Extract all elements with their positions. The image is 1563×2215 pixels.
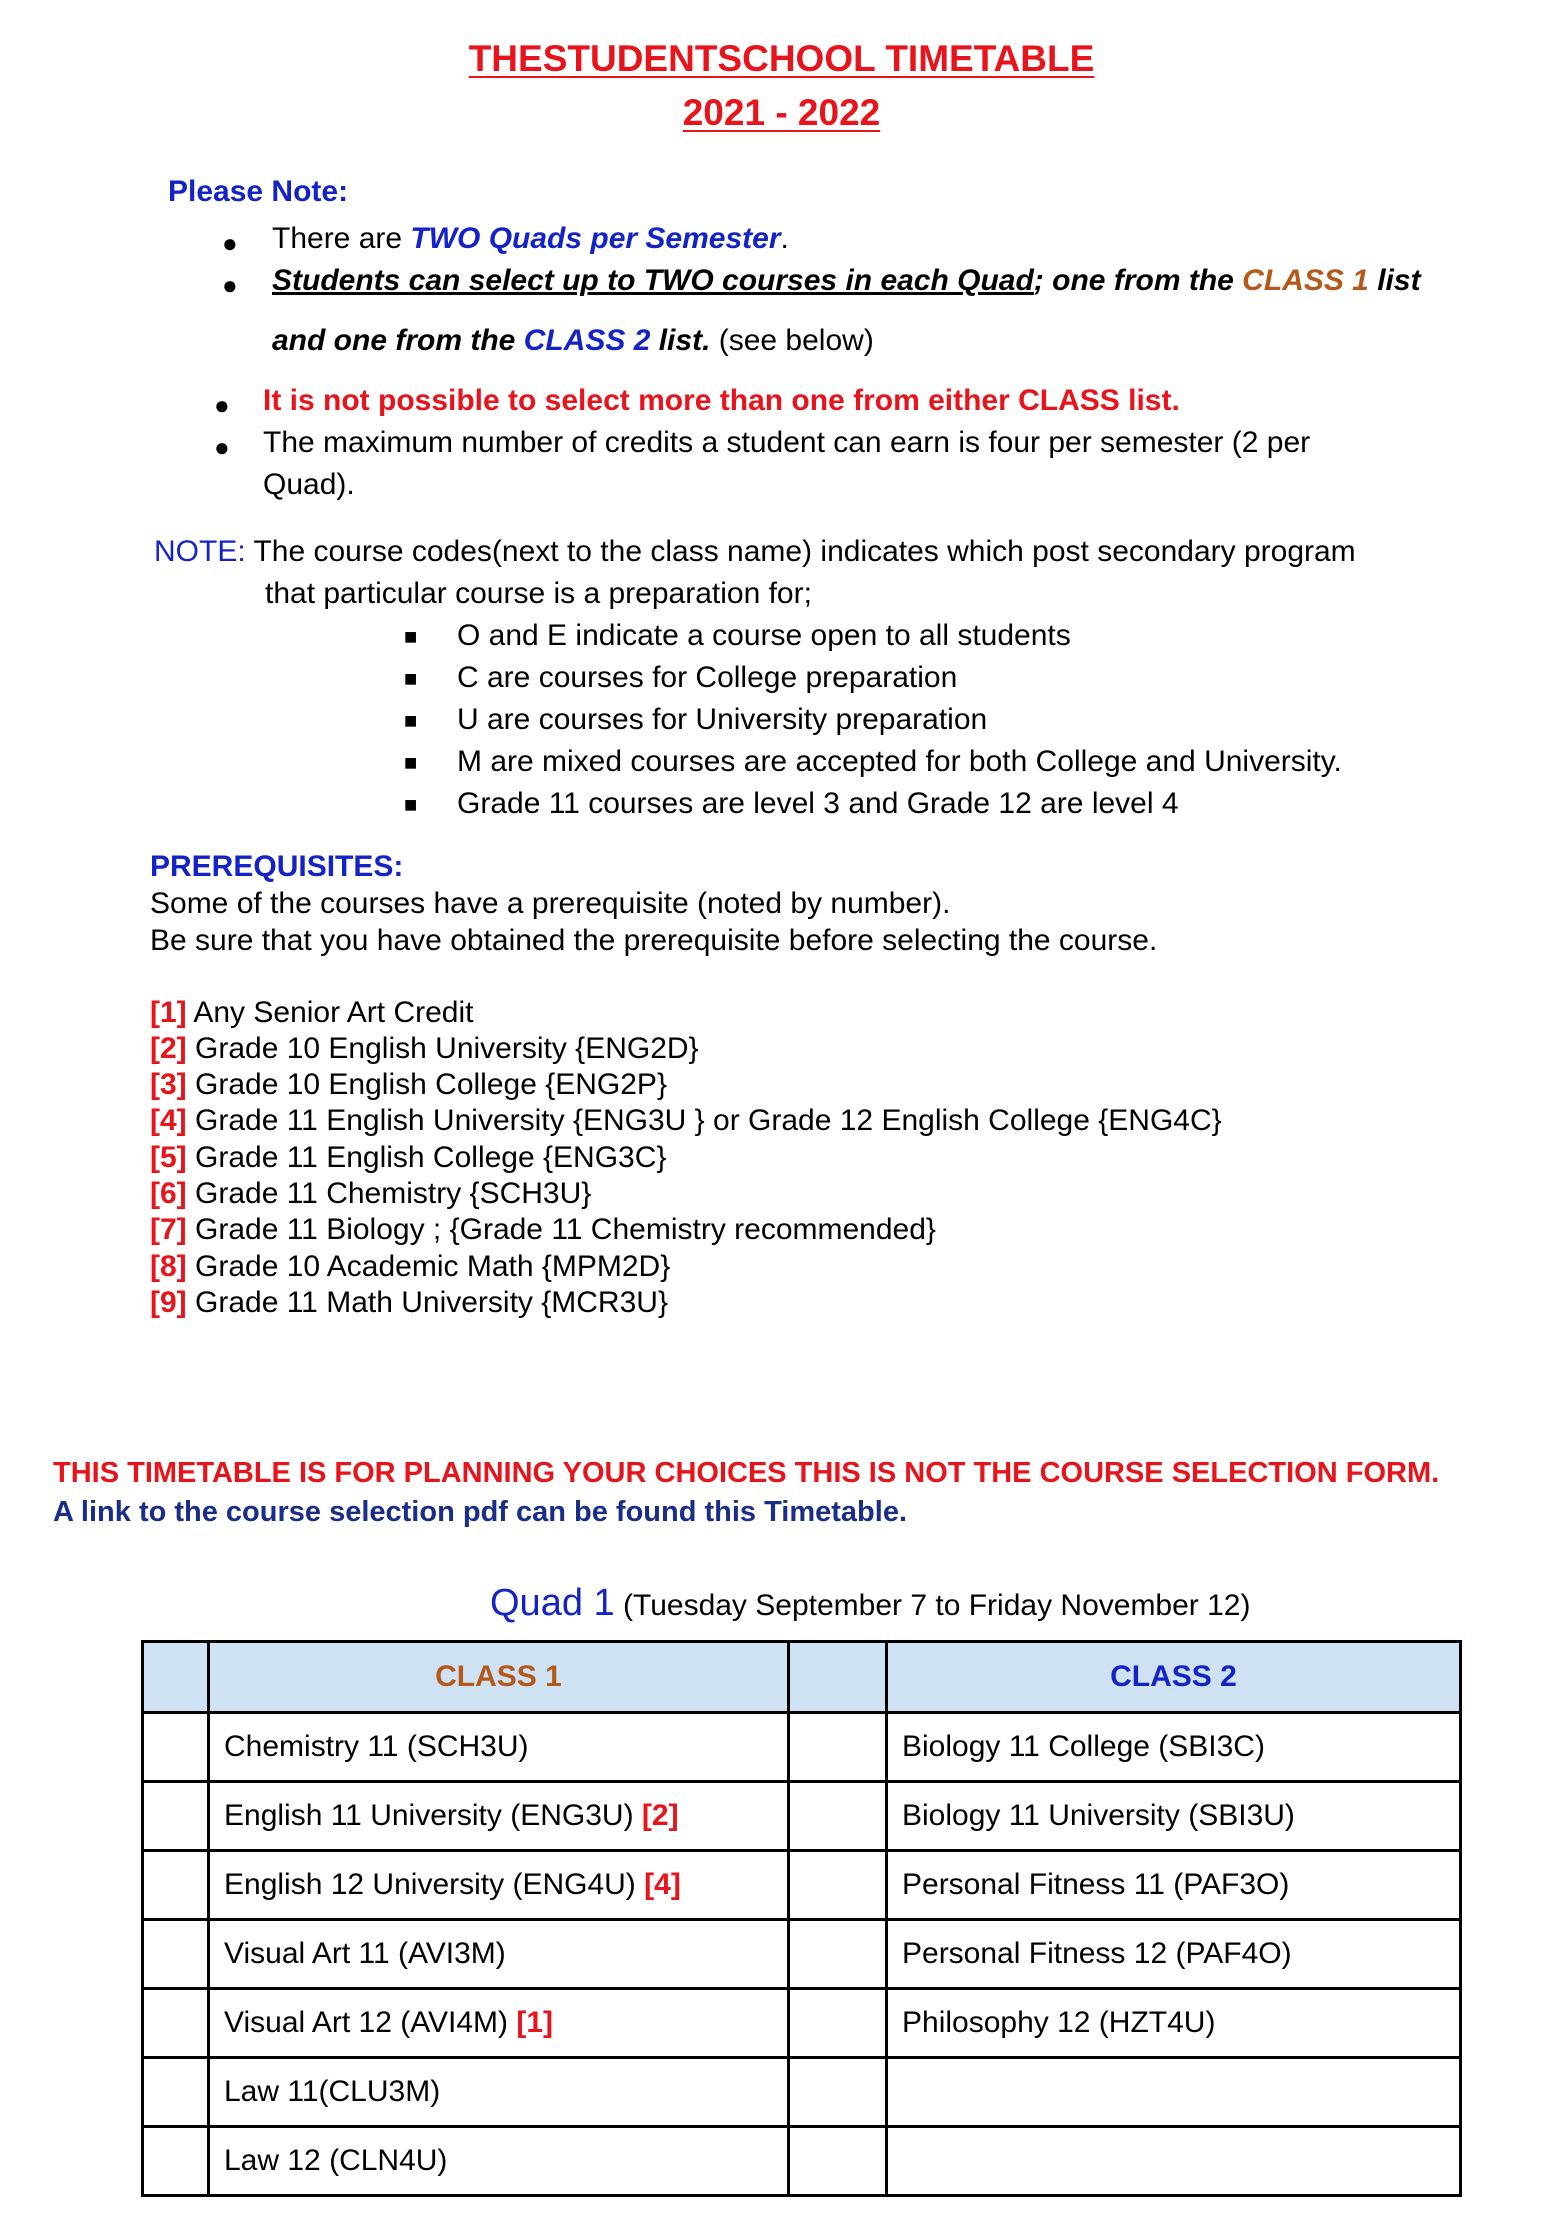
- code-item: Grade 11 courses are level 3 and Grade 12 are level 4: [457, 787, 1179, 820]
- prereq-text: Grade 10 Academic Math {MPM2D}: [186, 1250, 671, 1283]
- prereq-ref: [4]: [644, 1868, 681, 1901]
- prereq-number: [5]: [150, 1141, 187, 1174]
- bullet-text: (see below): [710, 324, 874, 357]
- prereq-ref: [1]: [516, 2006, 554, 2039]
- class1-course: [209, 1920, 789, 1989]
- table-row: [143, 1782, 1461, 1851]
- prereq-item: [150, 996, 473, 1030]
- header-blank-cell: [789, 1642, 887, 1713]
- class2-course: Biology 11 University (SBI3U): [887, 1782, 1461, 1851]
- table-row: [143, 1851, 1461, 1920]
- class1-ref: CLASS 1: [1242, 264, 1369, 297]
- prereq-text: Grade 11 Chemistry {SCH3U}: [186, 1177, 592, 1210]
- class1-course: [209, 1851, 789, 1920]
- header-blank-cell: [143, 1642, 209, 1713]
- planning-warning: THIS TIMETABLE IS FOR PLANNING YOUR CHOICES THIS IS NOT THE COURSE SELECTION FORM.: [53, 1457, 1440, 1489]
- bullet-text: and one from the: [272, 324, 524, 357]
- bullet-icon: ●: [222, 270, 238, 300]
- prereq-text: Any Senior Art Credit: [186, 996, 474, 1029]
- class2-course: Biology 11 College (SBI3C): [887, 1713, 1461, 1782]
- prereq-number: [8]: [150, 1250, 187, 1283]
- quad-timetable: [141, 1640, 1462, 2197]
- please-note-heading: Please Note:: [168, 175, 349, 208]
- prereq-item: [150, 1141, 666, 1175]
- course-name: Visual Art 11 (AVI3M): [224, 1937, 506, 1970]
- bullet-text: .: [780, 222, 789, 255]
- prereq-item: [150, 1286, 668, 1320]
- class2-course: [887, 2127, 1461, 2196]
- bullet-text: list.: [650, 324, 711, 357]
- prereq-number: [4]: [150, 1104, 187, 1137]
- class1-course: [209, 2058, 789, 2127]
- class2-course: Philosophy 12 (HZT4U): [887, 1989, 1461, 2058]
- code-item: U are courses for University preparation: [457, 703, 988, 736]
- note-bullet-select: [272, 264, 1421, 298]
- square-bullet-icon: ■: [404, 624, 418, 649]
- select-cell[interactable]: [789, 1851, 887, 1920]
- course-name: English 11 University (ENG3U): [224, 1799, 642, 1832]
- class1-course: [209, 2127, 789, 2196]
- code-item: O and E indicate a course open to all students: [457, 619, 1071, 652]
- prereq-item: [150, 1104, 1222, 1138]
- course-selection-link-note: A link to the course selection pdf can be found this Timetable.: [53, 1496, 908, 1528]
- note-bullet-quads: [272, 222, 789, 256]
- prereq-item: [150, 1213, 936, 1247]
- bullet-icon: ●: [214, 432, 230, 462]
- code-item: C are courses for College preparation: [457, 661, 958, 694]
- select-cell[interactable]: [143, 1851, 209, 1920]
- table-row: [143, 1989, 1461, 2058]
- select-cell[interactable]: [789, 1989, 887, 2058]
- prereq-text: Grade 11 English University {ENG3U } or Grade 12 English College {ENG4C}: [186, 1104, 1222, 1137]
- prereq-item: [150, 1250, 670, 1284]
- table-header-row: [143, 1642, 1461, 1713]
- prerequisites-heading: PREREQUISITES:: [150, 850, 404, 883]
- class1-course: [209, 1782, 789, 1851]
- table-row: [143, 1713, 1461, 1782]
- prereq-ref: [2]: [641, 1799, 679, 1832]
- note-bullet-limit: It is not possible to select more than one from either CLASS list.: [263, 384, 1180, 417]
- prereq-item: [150, 1068, 667, 1102]
- bullet-emphasis: TWO Quads per Semester: [410, 222, 781, 255]
- square-bullet-icon: ■: [404, 750, 418, 775]
- select-cell[interactable]: [143, 1713, 209, 1782]
- square-bullet-icon: ■: [404, 708, 418, 733]
- course-code-note-line2: that particular course is a preparation for;: [265, 577, 812, 610]
- select-cell[interactable]: [143, 2058, 209, 2127]
- bullet-text: list: [1368, 264, 1421, 297]
- note-bullet-credits-line2: Quad).: [263, 468, 355, 501]
- class2-course: [887, 2058, 1461, 2127]
- class2-header: CLASS 2: [887, 1642, 1461, 1713]
- select-cell[interactable]: [143, 2127, 209, 2196]
- select-cell[interactable]: [789, 1920, 887, 1989]
- course-code-note: [154, 535, 1356, 569]
- bullet-text: ; one from the: [1033, 264, 1243, 297]
- class2-ref: CLASS 2: [523, 324, 651, 357]
- prereq-item: [150, 1177, 591, 1211]
- prereq-text: Grade 11 English College {ENG3C}: [186, 1141, 667, 1174]
- prereq-text: Grade 11 Math University {MCR3U}: [186, 1286, 668, 1319]
- prereq-text: Grade 10 English University {ENG2D}: [186, 1032, 699, 1065]
- bullet-underlined: Students can select up to TWO courses in each Quad: [272, 264, 1034, 297]
- table-row: [143, 2127, 1461, 2196]
- square-bullet-icon: ■: [404, 666, 418, 691]
- code-item: M are mixed courses are accepted for both College and University.: [457, 745, 1342, 778]
- prereq-number: [7]: [150, 1213, 187, 1246]
- prereq-number: [3]: [150, 1068, 187, 1101]
- quad-heading: [490, 1582, 1251, 1625]
- select-cell[interactable]: [789, 2127, 887, 2196]
- prereq-number: [9]: [150, 1286, 187, 1319]
- prereq-number: [2]: [150, 1032, 187, 1065]
- note-text: The course codes(next to the class name) indicates which post secondary program: [245, 535, 1356, 568]
- quad-dates: (Tuesday September 7 to Friday November 12): [614, 1589, 1251, 1622]
- course-name: Visual Art 12 (AVI4M): [224, 2006, 517, 2039]
- note-bullet-select-line2: [272, 324, 874, 358]
- bullet-text: There are: [272, 222, 411, 255]
- select-cell[interactable]: [789, 2058, 887, 2127]
- select-cell[interactable]: [143, 1920, 209, 1989]
- select-cell[interactable]: [789, 1782, 887, 1851]
- bullet-icon: ●: [214, 390, 230, 420]
- course-name: Law 12 (CLN4U): [224, 2144, 448, 2177]
- select-cell[interactable]: [789, 1713, 887, 1782]
- note-label: NOTE:: [154, 535, 246, 568]
- prereq-text: Grade 11 Biology ; {Grade 11 Chemistry recommended}: [186, 1213, 936, 1246]
- page-subtitle-year: 2021 - 2022: [682, 92, 881, 133]
- table-row: [143, 2058, 1461, 2127]
- class2-course: Personal Fitness 12 (PAF4O): [887, 1920, 1461, 1989]
- class1-course: [209, 1713, 789, 1782]
- course-name: Chemistry 11 (SCH3U): [224, 1730, 529, 1763]
- prereq-item: [150, 1032, 699, 1066]
- class2-course: Personal Fitness 11 (PAF3O): [887, 1851, 1461, 1920]
- prereq-number: [1]: [150, 996, 187, 1029]
- prereq-text: Grade 10 English College {ENG2P}: [186, 1068, 667, 1101]
- select-cell[interactable]: [143, 1989, 209, 2058]
- page-title: THESTUDENTSCHOOL TIMETABLE: [468, 38, 1095, 79]
- select-cell[interactable]: [143, 1782, 209, 1851]
- prerequisites-intro: Some of the courses have a prerequisite (noted by number).: [150, 887, 951, 920]
- bullet-icon: ●: [222, 228, 238, 258]
- square-bullet-icon: ■: [404, 792, 418, 817]
- prereq-number: [6]: [150, 1177, 187, 1210]
- prerequisites-intro-line2: Be sure that you have obtained the prerequisite before selecting the course.: [150, 924, 1158, 957]
- table-row: [143, 1920, 1461, 1989]
- course-name: English 12 University (ENG4U): [224, 1868, 645, 1901]
- class1-course: [209, 1989, 789, 2058]
- course-name: Law 11(CLU3M): [224, 2075, 441, 2108]
- note-bullet-credits: The maximum number of credits a student can earn is four per semester (2 per: [263, 426, 1311, 459]
- class1-header: CLASS 1: [209, 1642, 789, 1713]
- quad-title: Quad 1: [490, 1582, 615, 1624]
